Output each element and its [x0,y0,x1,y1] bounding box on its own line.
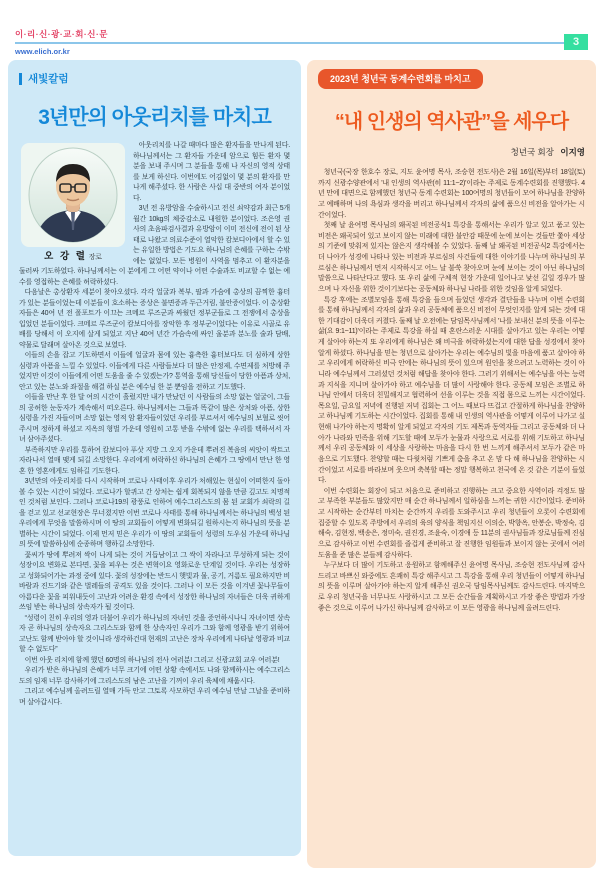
masthead-divider [15,42,588,44]
author-caption [21,250,125,264]
article-paragraph: 아웃리치를 나갈 때마다 많은 환자들을 만나게 된다. 하나님께서는 그 환자들 가운데 암으로 힘든 환자 몇 분을 보내 주시며 그 분들을 통해 나 자신의 영적 상태를 보게 하신다. 이번에도 어김없이 몇 분의 환자를 만나게 해주셨다. 한 사람은 사십 대 중반의 여자 분이었다. [133,142,290,202]
byline [318,146,585,158]
left-article-title: 3년만의 아웃리치를 마치고 [38,106,271,129]
article-paragraph: 3년만의 아웃리치를 다시 시작하며 코로나 사태이후 우리가 처해있는 현실이 어떠한지 돌아볼 수 있는 시간이 되었다. 코로나가 할퀴고 간 상처는 쉽게 회복되지 않을 만큼 깊고도 치명적인 것처럼 보인다. 그러나 코로나19의 광풍로 인하여 예수그리스도의 몸 된 교회가 쇠락의 길을 걷고 있고 선교현장은 무너졌지만 이번 코로나 사태를 통해 하나님께서는 하나님의 백성 된 우리에게 무엇을 말씀하시며 이 땅의 교회들이 어떻게 변화되길 원하시는지 하나님의 뜻을 분별하는 시간이 되었다. 이제 먼저 믿은 우리가 이 땅의 교회들이 성령의 도우심 가운데 하나님의 뜻에 말씀하심에 순종하며 행하길 소망한다. [19,478,290,548]
author-name: 오 강 렬 [44,251,87,262]
portrait-photo-frame [21,143,125,247]
article-paragraph: 부족하지만 우리를 통하여 캄보디아 푸삿 지방 그 오지 가운데 뿌려진 복음의 씨앗이 싹트고 자라나서 열매 맺게 되길 소망한다. 우리에게 허락하신 하나님의 은혜가 그 땅에서 만난 한 영혼 한 영혼에게도 임하길 기도한다. [19,446,290,475]
article-paragraph: 이번 수련회는 회장이 되고 처음으로 준비하고 진행하는 크고 중요한 사역이라 걱정도 많고 부족한 부분들도 많았지만 매 순간 하나님께서 일하심을 느끼는 귀한 시간이었다. 준비하고 시작하는 순간부터 마치는 순간까지 우리를 도와주시고 우리 청년들이 오롯이 수련회에 집중할 수 있도록 주방에서 우리의 육의 양식을 책임지신 이의순, 박향옥, 안봉순, 박정숙, 김해숙, 김현정, 백송은, 정미숙, 권진경, 조윤숙, 이경애 등 11분의 권사님들과 장로님들께 진심으로 감사하고 이번 수련회를 즐겁게 준비하고 잘 진행한 임원들과 보이지 않는 곳에서 여러 도움을 준 많은 분들께 감사하다. [318,487,585,559]
author-title: 장로 [88,254,102,261]
article-paragraph: 다음날은 총상환자 세분이 찾아오셨다. 각각 얼굴과 복부, 팔과 가슴에 총상의 끔찍한 흉터가 있는 분들이었는데 이분들이 호소하는 증상은 불면증과 두근거림, 불안증이었다. 이 총상환자들은 40여 년 전 폴포트가 이끄는 크메르 루즈군과 싸웠던 정부군들로 그 전쟁에서 총상을 입었던 분들이었다. 크메르 루즈군이 캄보디아를 장악한 후 정부군이었다는 이유로 시골로 유배를 당해서 이 오지에 살게 되었고 지난 40여 년간 가슴속에 싸인 울분과 분노를 술과 담배, 약물로 달래며 살아온 것으로 보였다. [19,289,290,349]
article-paragraph: 그리고 예수님께 올려드릴 열매 가득 안고 그토록 사모하던 우리 예수님 만날 그날을 준비하며 살아갑시다. [19,688,290,706]
byline-name: 이지영 [560,147,585,157]
article-paragraph: 꽃씨가 땅에 뿌려져 싹이 나게 되는 것이 거듭남이고 그 싹이 자라나고 무성하게 되는 것이 성장이요 변화로 본다면, 꽃을 피우는 것은 변혁이요 영화로운 단계일 것이다. 우리는 성장하고 성화되어가는 과정 중에 있다. 꽃의 성장에는 반드시 햇빛과 물, 공기, 거름도 필요하지만 비바람과 진드기와 같은 벌레들의 공격도 있을 것이다. 그러나 이 모든 것을 이겨낸 꽃나무들이 아름다운 꽃을 피워내듯이 고난과 어려운 환경 속에서 성장한 하나님의 자녀들은 더욱 귀하게 쓰임 받는 하나님의 상속자가 될 것이다. [19,551,290,611]
paper-name: 이·리·신·광·교·회·신·문 [15,29,109,39]
right-article-title: “내 인생의 역사관”을 세우다 [334,111,569,133]
right-article-panel [307,60,596,868]
article-paragraph: “성령이 친히 우리의 영과 더불어 우리가 하나님의 자녀인 것을 증언하시나니 자녀이면 상속자 곧 하나님의 상속자요 그리스도와 함께 한 상속자인 우리가 그와 함께 영광을 받기 위하여 고난도 함께 받아야 할 것이니라 생각하건대 현재의 고난은 장차 우리에게 나타날 영광과 비교할 수 없도다” [19,614,290,653]
left-article-body [19,141,290,708]
page-number-badge: 3 [564,34,588,50]
article-paragraph: 특강 후에는 조별모임을 통해 특강을 들으며 들었던 생각과 결단들을 나누며 이번 수련회를 통해 하나님께서 각자의 삶과 우리 공동체에 품으신 비전이 무엇인지를 알게 되는 것에 대한 기대감이 더욱더 커졌다. 둘째 날 오전에는 담임목사님께서 '나를 보내신 분의 뜻을 이루는 삶(요 9:1~11)'이라는 주제로 특강을 하실 때 혼란스러운 시대를 살아가고 있는 우리는 어떻게 살아야 하는지 또 우리에게 하나님은 왜 비극을 허락하셨는지에 대한 답을 성경에서 찾아 알게 하셨다. 하나님을 믿는 청년으로 살아가는 우리는 예수님의 빛을 마음에 품고 살아야 하고 우리에게 허락하신 비극 안에는 하나님의 뜻이 있으며 원인을 찾으려고 노력하는 것이 아니라 예수님께서 그러셨던 것처럼 해답을 찾아야 한다. 그러기 위해서는 예수님을 아는 능력과 지식을 지니며 살아가야 하고 예수님을 더 많이 사랑해야 한다. 공동체 모임은 조별로 하나님 안에서 더욱더 친밀해지고 협력하여 선을 이루는 것을 직접 몸으로 느끼는 시간이었다. 목요일, 금요일 저녁에 진행된 저녁 집회는 그 어느 때보다 뜨겁고 간절하게 하나님을 찬양하고 하나님께 기도하는 시간이었다. 집회를 통해 내 인생의 역사관을 어떻게 이루어 나가고 실현해 나가야 하는지 명확히 알게 되었고 각자의 기도 제목과 동역자들 그리고 공동체와 더 나아가 나라와 민족을 위해 기도할 때에 모두가 눈물과 사랑으로 서로를 위해 기도하고 하나님께서 우리 공동체와 이 세상을 사랑하는 마음을 다시 한 번 느끼게 해주셔서 모두가 같은 마음으로 기도했다. 찬양할 때는 다윗처럼 기쁘게 춤을 추고 온 맘 다 해 하나님을 찬양하는 시간이었고 서로를 바라보며 웃으며 축복할 때는 정말 행복하고 천국에 온 것 같은 기분이 들었다. [318,296,585,485]
article-paragraph: 이번 아웃 리치에 함께 했던 60명의 하나님의 전사 여러분! 그리고 신광교회 교우 여러분! [24,656,280,664]
columns [8,60,596,868]
left-article-panel [8,60,301,856]
article-paragraph: 우리가 받은 하나님의 은혜가 너무 크기에 어떤 상황 속에서도 나와 함께하시는 예수그리스도의 임재 너무 감사하기에 그리스도의 남은 고난을 기꺼이 우리 육체에 채웁시다. [19,667,290,685]
article-paragraph: 이들의 손을 잡고 기도하면서 이들에 얼굴과 몸에 있는 흉측한 흉터보다도 더 심하게 상한 심령과 아픔을 느낄 수 있었다. 이들에게 다른 사람들보다 더 많은 안정제, 수면제를 처방해 주었지만 이것이 이들에게 어떤 도움을 줄 수 있겠는가? 통역을 통해 당신들이 당한 아픔과 상처, 안고 있는 분노와 좌절을 해결 하실 분은 예수님 한 분 뿐임을 전하고 기도했다. [19,352,290,391]
website-url: www.elich.or.kr [15,47,70,56]
masthead [15,28,588,56]
article-paragraph: 이들을 만난 후 한 달 여의 시간이 흘렀지만 내가 만났던 이 사람들의 소망 없는 얼굴이, 그들의 공허한 눈동자가 계속해서 떠오른다. 하나님께서는 그들과 똑같이 많은 상처와 아픔, 상한 심령을 가진 자들이며 소망 없는 영적 암 환자들이었던 우리를 부르셔서 예수님의 보혈로 씻어주시며 정하게 하셨고 지옥의 형벌 가운데 영원히 고통 받을 수밖에 없는 우리를 택하셔서 자녀 삼아주셨다. [19,394,290,443]
kicker-badge: 2023년 청년국 동계수련회를 마치고 [318,69,483,89]
article-paragraph: 누구보다 더 많이 기도하고 응원하고 함께해주신 윤여명 목사님, 조승현 전도사님께 감사드리고 바쁘신 와중에도 흔쾌히 특강 해주시고 그 특강을 통해 우리 청년들이 어떻게 하나님의 뜻을 이루며 살아가야 하는지 알게 해주신 권오국 담임목사님께도 감사드린다. 마지막으로 우리 청년국을 너무나도 사랑하시고 그 모든 순간들을 계획하시고 가장 좋은 방법과 가장 좋은 것으로 이루어 나가신 하나님께 감사하고 이 모든 영광을 하나님께 올려드린다. [318,562,585,612]
right-article-body [318,168,585,614]
section-label: 새빛칼럼 [19,73,69,85]
article-paragraph: 3년 전 유방암을 수술하시고 전신 쇠약감과 최근 5개월간 10kg의 체중감소로 내원한 분이었다. 조은영 권사의 초음파검사결과 유방암이 이미 전신에 전이 된 상태로 나왔고 의료수준이 열악한 캄보디아에서 할 수 있는 유일한 방법은 기도요 하나님의 은혜를 구하는 수밖에는 없었다. 모든 병원이 사역을 멈추고 이 환자분을 둘러싸 기도하였다. 하나님께서는 이 분에게 그 어떤 약이나 어떤 수술과도 비교할 수 없는 예수를 영접하는 은혜를 허락하셨다. [19,205,290,286]
byline-role: 청년국 회장 [510,147,554,157]
article-paragraph: 청년국(국장 한호수 장로, 지도 윤여명 목사, 조승현 전도사)은 2월 16일(목)부터 18일(토)까지 신광수양관에서 '내 인생의 역사관(히 11:1~2)'이라는 주제로 동계수련회를 진행했다. 4년 만에 대면으로 함께했던 청년국 동계 수련회는 100여명의 청년들이 모여 하나님을 찬양하고 예배하며 나의 욕심과 생각을 버리고 하나님께서 각자의 삶에 품으신 비전을 알아가는 시간이었다. [318,169,585,219]
article-paragraph: 첫째 날 윤여명 목사님의 왜곡된 비전공식1 특강을 통해서는 우리가 알고 있고 품고 있는 비전은 왜곡되어 있고 보이지 않는 미래에 대한 불안감 때문에 눈에 보이는 것들만 쫓아 세상의 기준에 맞춰져 있지는 않은지 생각해볼 수 있었다. 둘째 날 왜곡된 비전공식2 특강에서는 더 나아가 성경에 나타나 있는 비전과 부르심의 사건들에 대한 이야기를 나누며 하나님의 부르심은 하나님께서 먼저 시작하시고 어느 날 불쑥 찾아오며 눈에 보이는 것이 아닌 하나님의 말씀으로 나타난다고 했다. 또 우리 삶에 구체적 현장 가운데 일어나고 낯선 길일 경우가 많으며 나 자신을 위한 것이기보다는 공동체와 하나님 나라를 위한 것임을 알게 되었다. [318,222,585,293]
author-photo [21,143,125,264]
author-portrait-icon [25,146,121,244]
